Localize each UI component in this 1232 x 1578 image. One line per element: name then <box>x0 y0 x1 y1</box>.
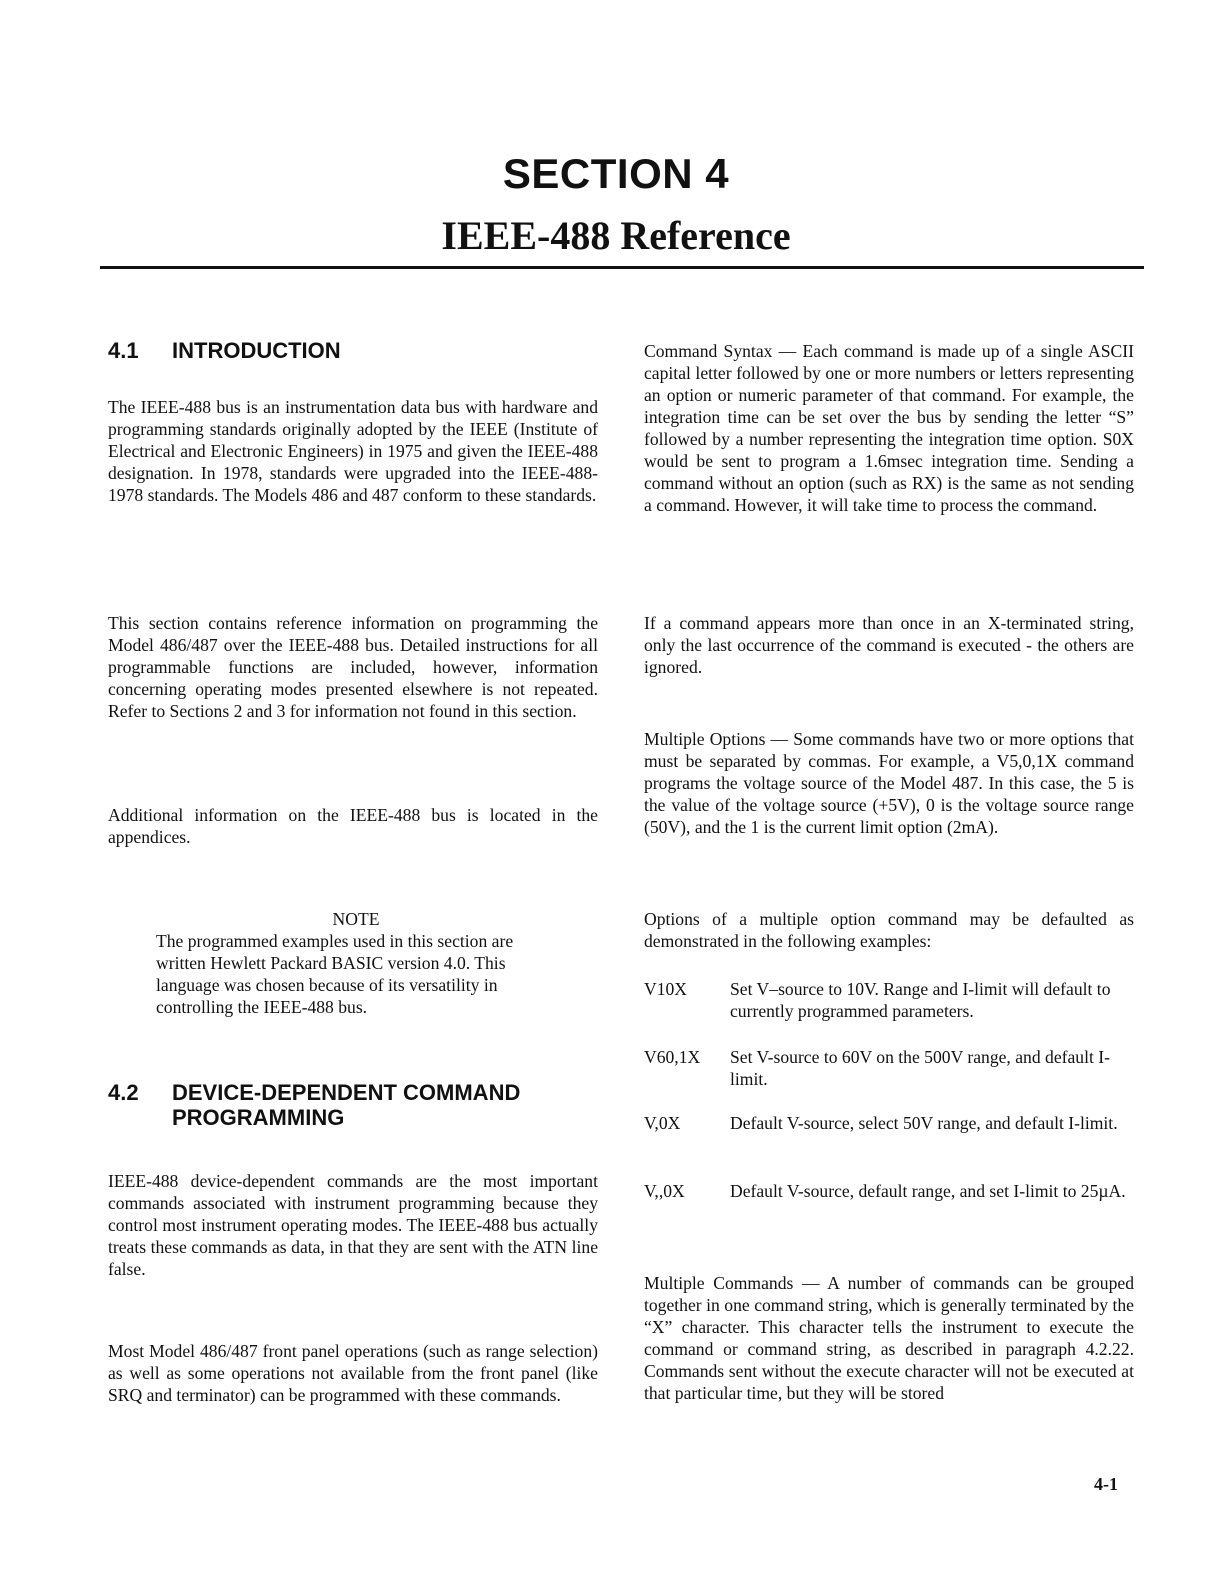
option-row <box>644 1180 1136 1202</box>
option-description: Set V–source to 10V. Range and I-limit will default to currently programmed parameters. <box>730 979 1111 1021</box>
multiple-commands-paragraph <box>644 1272 1134 1404</box>
option-description: Set V-source to 60V on the 500V range, and default I-limit. <box>730 1047 1110 1089</box>
intro-paragraph-1 <box>108 396 598 506</box>
option-row <box>644 978 1136 1022</box>
heading-4-1-number: 4.1 <box>108 338 139 363</box>
option-code: V,0X <box>644 1113 681 1133</box>
section-label: SECTION 4 <box>502 150 730 197</box>
heading-4-1-title: INTRODUCTION <box>172 338 341 363</box>
option-description: Default V-source, default range, and set I-limit to 25µA. <box>730 1181 1126 1201</box>
option-code: V60,1X <box>644 1047 701 1067</box>
heading-4-2 <box>108 1080 598 1130</box>
multiple-options-paragraph <box>644 728 1134 838</box>
intro-paragraph-2 <box>108 612 598 722</box>
ddc-paragraph-1 <box>108 1170 598 1280</box>
option-row <box>644 1112 1136 1134</box>
ddc-paragraph-2 <box>108 1340 598 1406</box>
option-description: Default V-source, select 50V range, and default I-limit. <box>730 1113 1118 1133</box>
option-code: V10X <box>644 979 688 999</box>
default-options-paragraph <box>644 908 1134 952</box>
intro-paragraph-2-text: This section contains reference information on programming the Model 486/487 over the IEEE-488 bus. Detailed instructions for all programmable functions are included, however, information concerning operating modes presented elsewhere is not repeated. Refer to Sections 2 and 3 for information not found in this section. <box>108 613 598 721</box>
intro-paragraph-3-text: Additional information on the IEEE-488 bus is located in the appendices. <box>108 805 598 847</box>
heading-4-1 <box>108 338 598 363</box>
intro-paragraph-3 <box>108 804 598 848</box>
section-title: IEEE-488 Reference <box>441 213 791 258</box>
ddc-paragraph-1-text: IEEE-488 device-dependent commands are the most important commands associated with instrument programming because they control most instrument operating modes. The IEEE-488 bus actually treats these commands as data, in that they are sent with the ATN line false. <box>108 1171 598 1279</box>
note-title: NOTE <box>332 909 380 929</box>
title-rule <box>100 266 1144 269</box>
heading-4-2-number: 4.2 <box>108 1080 139 1105</box>
heading-4-2-title-line2: PROGRAMMING <box>172 1105 345 1130</box>
option-row <box>644 1046 1136 1090</box>
page-number: 4-1 <box>1094 1474 1118 1494</box>
command-syntax-text: Command Syntax — Each command is made up of a single ASCII capital letter followed by one or more numbers or letters representing an option or numeric parameter of that command. For example, the integration time can be set over the bus by sending the letter “S” followed by a number representing the integration time option. S0X would be sent to program a 1.6msec integration time. Sending a command without an option (such as RX) is the same as not sending a command. However, it will take time to process the command. <box>644 341 1134 515</box>
command-syntax-paragraph <box>644 340 1134 516</box>
option-code: V,,0X <box>644 1181 685 1201</box>
note-box <box>156 908 556 1018</box>
note-text: The programmed examples used in this section are written Hewlett Packard BASIC version 4.0. This language was chosen because of its versatility in controlling the IEEE-488 bus. <box>156 931 514 1017</box>
intro-paragraph-1-text: The IEEE-488 bus is an instrumentation data bus with hardware and programming standards originally adopted by the IEEE (Institute of Electrical and Electronic Engineers) in 1975 and given the IEEE-488 designation. In 1978, standards were upgraded into the IEEE-488-1978 standards. The Models 486 and 487 conform to these standards. <box>108 397 598 505</box>
multiple-options-text: Multiple Options — Some commands have two or more options that must be separated by commas. For example, a V5,0,1X command programs the voltage source of the Model 487. In this case, the 5 is the value of the voltage source (+5V), 0 is the voltage source range (50V), and the 1 is the current limit option (2mA). <box>644 729 1134 837</box>
default-options-text: Options of a multiple option command may be defaulted as demonstrated in the following examples: <box>644 909 1134 951</box>
repeat-command-text: If a command appears more than once in an X-terminated string, only the last occurrence of the command is executed - the others are ignored. <box>644 613 1134 677</box>
ddc-paragraph-2-text: Most Model 486/487 front panel operations (such as range selection) as well as some operations not available from the front panel (like SRQ and terminator) can be programmed with these commands. <box>108 1341 598 1405</box>
multiple-commands-text: Multiple Commands — A number of commands can be grouped together in one command string, which is generally terminated by the “X” character. This character tells the instrument to execute the command or command string, as described in paragraph 4.2.22. Commands sent without the execute character will not be executed at that particular time, but they will be stored <box>644 1273 1134 1403</box>
repeat-command-paragraph <box>644 612 1134 678</box>
heading-4-2-title-line1: DEVICE-DEPENDENT COMMAND <box>172 1080 521 1105</box>
